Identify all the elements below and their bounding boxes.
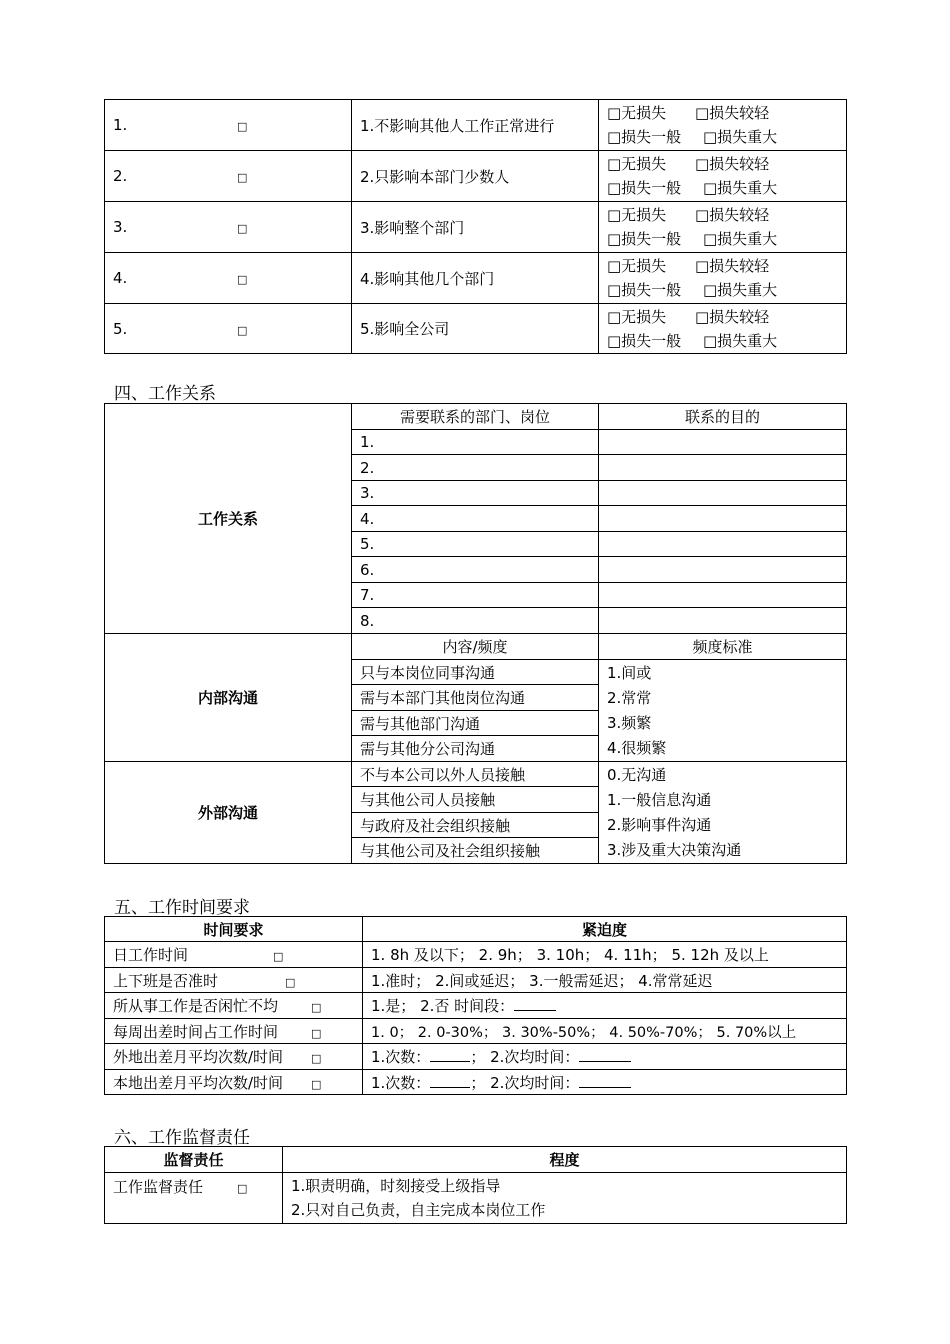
supervision-table xyxy=(104,1146,847,1224)
supervision-label-cell xyxy=(105,1173,283,1224)
influence-desc: 3.影响整个部门 xyxy=(352,202,599,253)
blank-field[interactable] xyxy=(579,1074,631,1088)
table-row xyxy=(105,202,847,253)
loss-option[interactable]: □无损失 xyxy=(607,257,667,275)
checkbox[interactable]: □ xyxy=(311,1001,322,1014)
relation-dept-cell[interactable]: 2. xyxy=(352,455,599,481)
external-comm-item: 与政府及社会组织接触 xyxy=(352,813,599,838)
blank-field[interactable] xyxy=(430,1074,470,1088)
external-standard: 3.涉及重大决策沟通 xyxy=(607,841,742,859)
external-comm-item: 与其他公司及社会组织接触 xyxy=(352,838,599,864)
loss-option[interactable]: □损失较轻 xyxy=(695,104,770,122)
checkbox[interactable]: □ xyxy=(273,950,284,963)
relation-purpose-cell[interactable] xyxy=(599,532,847,557)
external-comm-label: 外部沟通 xyxy=(105,762,352,864)
col-header: 监督责任 xyxy=(105,1147,283,1173)
checkbox[interactable]: □ xyxy=(285,975,296,989)
relation-dept-cell[interactable]: 4. xyxy=(352,506,599,532)
external-comm-item: 不与本公司以外人员接触 xyxy=(352,762,599,787)
loss-option[interactable]: □损失一般 xyxy=(607,179,682,197)
checkbox[interactable]: □ xyxy=(311,1077,322,1091)
row-number: 5. xyxy=(113,319,128,338)
external-standard: 0.无沟通 xyxy=(607,766,667,784)
influence-desc: 1.不影响其他人工作正常进行 xyxy=(352,100,599,151)
relation-purpose-cell[interactable] xyxy=(599,608,847,634)
loss-option[interactable]: □损失较轻 xyxy=(695,307,770,326)
supervision-label: 工作监督责任 xyxy=(113,1178,204,1196)
work-relation-label: 工作关系 xyxy=(105,404,352,634)
time-label: 每周出差时间占工作时间 xyxy=(113,1022,279,1041)
frequency-standard: 2.常常 xyxy=(607,689,652,707)
loss-option[interactable]: □损失重大 xyxy=(703,230,778,248)
col-header: 频度标准 xyxy=(599,634,847,660)
checkbox[interactable]: □ xyxy=(311,1026,322,1040)
loss-option[interactable]: □损失一般 xyxy=(607,230,682,248)
time-value: 1. 0； 2. 0-30%； 3. 30%-50%； 4. 50%-70%； 5. 70%以上 xyxy=(363,1019,847,1044)
checkbox[interactable]: □ xyxy=(237,323,248,337)
time-value-cell xyxy=(363,1044,847,1070)
time-value-a: 1.次数： xyxy=(371,1048,431,1066)
relation-purpose-cell[interactable] xyxy=(599,430,847,455)
col-header: 联系的目的 xyxy=(599,404,847,430)
table-row xyxy=(105,253,847,304)
supervision-level: 1.职责明确，时刻接受上级指导 xyxy=(291,1177,501,1195)
time-value-b: ； 2.次均时间： xyxy=(470,1048,580,1066)
loss-option[interactable]: □无损失 xyxy=(607,104,667,122)
relation-purpose-cell[interactable] xyxy=(599,481,847,506)
frequency-standard: 4.很频繁 xyxy=(607,739,667,757)
time-value-cell xyxy=(363,1070,847,1095)
frequency-standard: 3.频繁 xyxy=(607,714,652,732)
relation-purpose-cell[interactable] xyxy=(599,557,847,583)
loss-option[interactable]: □无损失 xyxy=(607,307,667,326)
col-header: 时间要求 xyxy=(105,917,363,942)
internal-comm-item: 需与其他分公司沟通 xyxy=(352,736,599,762)
table-row xyxy=(105,304,847,354)
influence-cell xyxy=(105,100,352,151)
frequency-standards xyxy=(599,660,847,762)
time-value-a: 1.次数： xyxy=(371,1073,431,1092)
supervision-levels xyxy=(283,1173,847,1224)
relation-dept-cell[interactable]: 5. xyxy=(352,532,599,557)
external-standard: 2.影响事件沟通 xyxy=(607,816,712,834)
influence-desc: 5.影响全公司 xyxy=(352,304,599,354)
col-header: 紧迫度 xyxy=(363,917,847,942)
checkbox[interactable]: □ xyxy=(237,120,248,133)
internal-comm-item: 只与本岗位同事沟通 xyxy=(352,660,599,685)
loss-options xyxy=(599,151,847,202)
col-header: 需要联系的部门、岗位 xyxy=(352,404,599,430)
loss-option[interactable]: □损失较轻 xyxy=(695,206,770,224)
frequency-standard: 1.间或 xyxy=(607,664,652,682)
checkbox[interactable]: □ xyxy=(237,273,248,286)
influence-cell xyxy=(105,253,352,304)
loss-option[interactable]: □损失重大 xyxy=(703,179,778,197)
row-number: 4. xyxy=(113,269,128,287)
relation-dept-cell[interactable]: 6. xyxy=(352,557,599,583)
work-time-table xyxy=(104,916,847,1095)
relation-dept-cell[interactable]: 8. xyxy=(352,608,599,634)
row-number: 1. xyxy=(113,116,128,134)
influence-cell xyxy=(105,304,352,354)
relation-purpose-cell[interactable] xyxy=(599,583,847,608)
time-label: 所从事工作是否闲忙不均 xyxy=(113,997,279,1015)
col-header: 内容/频度 xyxy=(352,634,599,660)
table-row xyxy=(105,100,847,151)
external-standard: 1.一般信息沟通 xyxy=(607,791,712,809)
time-value: 1. 8h 及以下； 2. 9h； 3. 10h； 4. 11h； 5. 12h 及以上 xyxy=(363,942,847,968)
influence-table xyxy=(104,99,847,354)
section-6-title: 六、工作监督责任 xyxy=(114,1128,250,1148)
loss-option[interactable]: □损失一般 xyxy=(607,331,682,350)
loss-option[interactable]: □无损失 xyxy=(607,155,667,173)
checkbox[interactable]: □ xyxy=(311,1052,322,1065)
loss-option[interactable]: □无损失 xyxy=(607,206,667,224)
internal-comm-label: 内部沟通 xyxy=(105,634,352,762)
loss-option[interactable]: □损失重大 xyxy=(703,331,778,350)
supervision-level: 2.只对自己负责，自主完成本岗位工作 xyxy=(291,1201,546,1219)
external-comm-item: 与其他公司人员接触 xyxy=(352,787,599,813)
relation-purpose-cell[interactable] xyxy=(599,455,847,481)
time-label: 本地出差月平均次数/时间 xyxy=(113,1073,284,1092)
section-5-title: 五、工作时间要求 xyxy=(114,898,250,918)
loss-options xyxy=(599,202,847,253)
time-value-b: ； 2.次均时间： xyxy=(470,1073,580,1092)
time-value: 1.是； 2.否 时间段： xyxy=(371,997,515,1015)
row-number: 2. xyxy=(113,167,128,185)
loss-options xyxy=(599,304,847,354)
influence-cell xyxy=(105,151,352,202)
checkbox[interactable]: □ xyxy=(237,1182,248,1195)
loss-option[interactable]: □损失重大 xyxy=(703,281,778,299)
influence-desc: 4.影响其他几个部门 xyxy=(352,253,599,304)
col-header: 程度 xyxy=(283,1147,847,1173)
checkbox[interactable]: □ xyxy=(237,171,248,184)
internal-comm-item: 需与本部门其他岗位沟通 xyxy=(352,685,599,711)
loss-options xyxy=(599,100,847,151)
time-label-cell xyxy=(105,1070,363,1095)
time-label-cell xyxy=(105,968,363,993)
loss-option[interactable]: □损失较轻 xyxy=(695,155,770,173)
time-label-cell xyxy=(105,1019,363,1044)
loss-options xyxy=(599,253,847,304)
loss-option[interactable]: □损失较轻 xyxy=(695,257,770,275)
row-number: 3. xyxy=(113,218,128,236)
internal-comm-item: 需与其他部门沟通 xyxy=(352,711,599,736)
time-label: 日工作时间 xyxy=(113,946,189,964)
time-value-cell xyxy=(363,993,847,1019)
relation-dept-cell[interactable]: 7. xyxy=(352,583,599,608)
external-standards xyxy=(599,762,847,864)
blank-field[interactable] xyxy=(430,1048,470,1062)
relation-purpose-cell[interactable] xyxy=(599,506,847,532)
loss-option[interactable]: □损失重大 xyxy=(703,128,778,146)
section-4-title: 四、工作关系 xyxy=(114,384,216,404)
relation-dept-cell[interactable]: 1. xyxy=(352,430,599,455)
time-label-cell xyxy=(105,993,363,1019)
checkbox[interactable]: □ xyxy=(237,222,248,235)
loss-option[interactable]: □损失一般 xyxy=(607,281,682,299)
influence-cell xyxy=(105,202,352,253)
time-label: 外地出差月平均次数/时间 xyxy=(113,1048,284,1066)
time-value: 1.准时； 2.间或延迟； 3.一般需延迟； 4.常常延迟 xyxy=(363,968,847,993)
blank-field[interactable] xyxy=(579,1048,631,1062)
work-relation-table xyxy=(104,403,847,864)
blank-field[interactable] xyxy=(514,997,556,1011)
loss-option[interactable]: □损失一般 xyxy=(607,128,682,146)
time-label-cell xyxy=(105,1044,363,1070)
table-row xyxy=(105,151,847,202)
influence-desc: 2.只影响本部门少数人 xyxy=(352,151,599,202)
time-label-cell xyxy=(105,942,363,968)
relation-dept-cell[interactable]: 3. xyxy=(352,481,599,506)
time-label: 上下班是否准时 xyxy=(113,971,219,990)
